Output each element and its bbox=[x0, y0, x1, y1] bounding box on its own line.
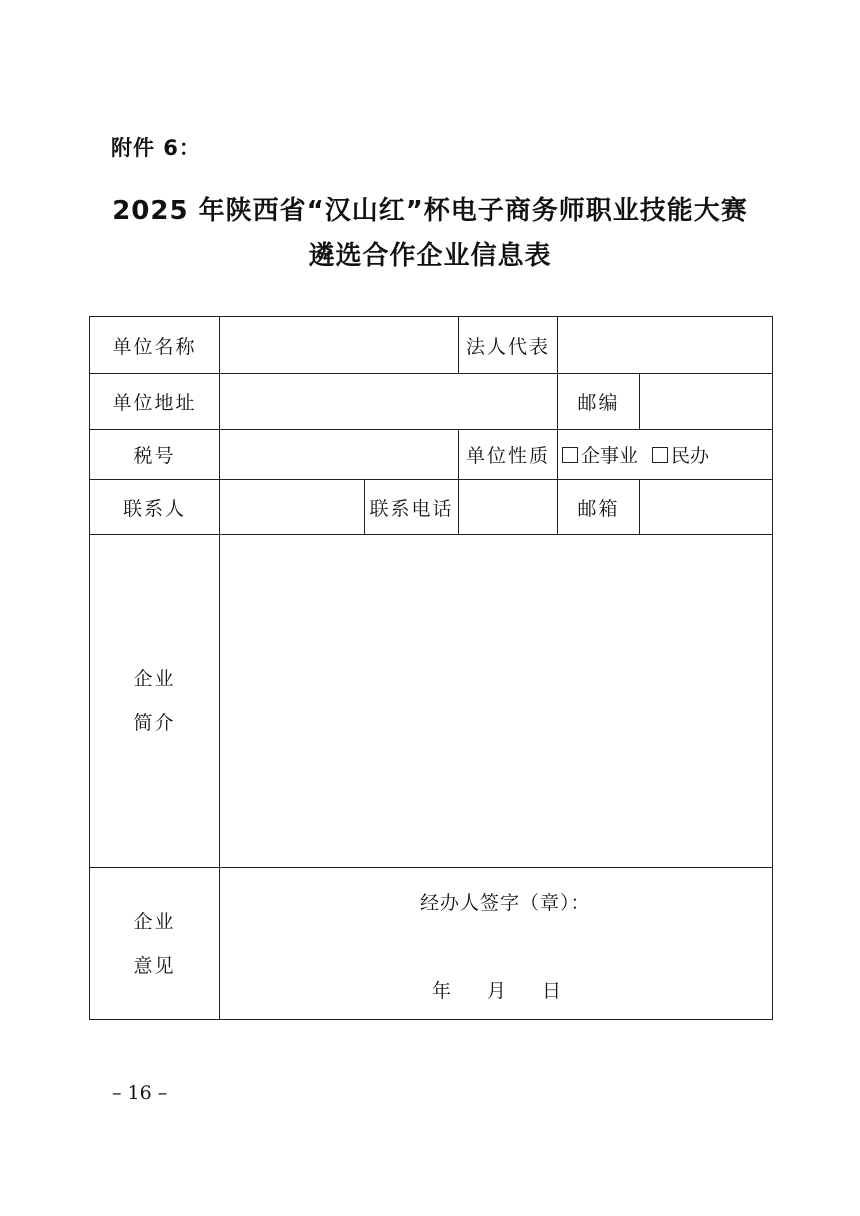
email-field[interactable] bbox=[640, 480, 773, 535]
row-unit-name bbox=[90, 317, 773, 374]
option-private[interactable] bbox=[652, 445, 709, 467]
postcode-label: 邮编 bbox=[558, 374, 640, 430]
email-label: 邮箱 bbox=[558, 480, 640, 535]
company-intro-field[interactable] bbox=[220, 535, 773, 868]
unit-name-field[interactable] bbox=[220, 317, 459, 374]
info-form-table bbox=[89, 316, 773, 1020]
option-enterprise-label: 企事业 bbox=[581, 445, 639, 467]
page-number: – 16 – bbox=[112, 1082, 168, 1104]
unit-address-field[interactable] bbox=[220, 374, 558, 430]
postcode-field[interactable] bbox=[640, 374, 773, 430]
row-contact bbox=[90, 480, 773, 535]
contact-phone-label: 联系电话 bbox=[365, 480, 459, 535]
page-subtitle: 遴选合作企业信息表 bbox=[308, 241, 552, 271]
page-title: 2025 年陕西省“汉山红”杯电子商务师职业技能大赛 bbox=[112, 196, 748, 226]
date-line bbox=[432, 976, 561, 1003]
unit-nature-label: 单位性质 bbox=[459, 430, 558, 480]
unit-nature-options bbox=[558, 430, 773, 480]
row-tax-id bbox=[90, 430, 773, 480]
option-enterprise[interactable] bbox=[562, 445, 638, 467]
row-company-intro bbox=[90, 535, 773, 868]
attachment-label: 附件 6： bbox=[111, 136, 201, 160]
contact-person-label: 联系人 bbox=[90, 480, 220, 535]
row-company-opinion bbox=[90, 868, 773, 1020]
legal-rep-field[interactable] bbox=[558, 317, 773, 374]
unit-name-label: 单位名称 bbox=[90, 317, 220, 374]
company-intro-label-line1: 企业 bbox=[133, 668, 176, 690]
option-private-label: 民办 bbox=[671, 445, 710, 467]
legal-rep-label: 法人代表 bbox=[459, 317, 558, 374]
company-intro-label bbox=[90, 535, 220, 868]
signature-label: 经办人签字（章）： bbox=[420, 892, 591, 914]
unit-address-label: 单位地址 bbox=[90, 374, 220, 430]
company-opinion-label bbox=[90, 868, 220, 1020]
company-opinion-label-line1: 企业 bbox=[133, 910, 176, 933]
company-opinion-label-line2: 意见 bbox=[133, 954, 176, 977]
contact-phone-field[interactable] bbox=[459, 480, 558, 535]
date-year-label: 年 bbox=[432, 980, 452, 1002]
row-unit-address bbox=[90, 374, 773, 430]
tax-id-label: 税号 bbox=[90, 430, 220, 480]
checkbox-private[interactable] bbox=[652, 447, 668, 463]
contact-person-field[interactable] bbox=[220, 480, 365, 535]
company-intro-label-line2: 简介 bbox=[133, 712, 176, 734]
checkbox-enterprise[interactable] bbox=[562, 447, 578, 463]
date-day-label: 日 bbox=[542, 980, 562, 1002]
date-month-label: 月 bbox=[487, 980, 507, 1002]
company-opinion-field[interactable] bbox=[220, 868, 773, 1020]
tax-id-field[interactable] bbox=[220, 430, 459, 480]
